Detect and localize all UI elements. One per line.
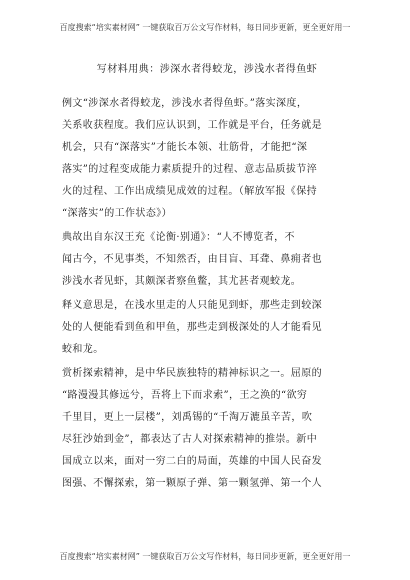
text-line: 典故出自东汉王充《论衡·别通》：“人不博览者，不 bbox=[62, 232, 295, 243]
paragraph-appreciation bbox=[62, 363, 352, 495]
text-line: “路漫漫其修远兮，吾将上下而求索”，王之涣的“欲穷 bbox=[62, 390, 308, 401]
paragraph-example bbox=[62, 93, 352, 225]
text-line: 国成立以来，面对一穷二白的局面，英雄的中国人民奋发 bbox=[62, 456, 322, 467]
text-line: 落实”的过程变成能力素质提升的过程、意志品质拔节淬 bbox=[62, 164, 318, 175]
text-line: 图强、不懈探索，第一颗原子弹、第一颗氢弹、第一个人 bbox=[62, 478, 322, 489]
text-line: 处的人便能看到鱼和甲鱼，那些走到极深处的人才能看见 bbox=[62, 322, 322, 333]
paragraph-source bbox=[62, 227, 352, 293]
text-line: 涉浅水者见虾，其颇深者察鱼鳖，其尤甚者观蛟龙。 bbox=[62, 276, 302, 287]
page-footer: 百度搜索“培实素材网” 一键获取百万公文写作材料，每日同步更新，更全更好用一 bbox=[59, 552, 351, 561]
document-title: 写材料用典：涉深水者得蛟龙，涉浅水者得鱼虾 bbox=[96, 64, 318, 75]
text-line: 蛟和龙。 bbox=[62, 344, 104, 355]
text-line: 机会，只有“深落实”才能长本领、壮筋骨，才能把“深 bbox=[62, 142, 308, 153]
text-line: 关系收获程度。我们应认识到，工作就是平台，任务就是 bbox=[62, 120, 322, 131]
text-line: 尽狂沙始到金”，都表达了古人对探索精神的推崇。新中 bbox=[62, 434, 318, 445]
text-line: 赏析探索精神，是中华民族独特的精神标识之一。屈原的 bbox=[62, 368, 322, 379]
text-line: 例文“涉深水者得蛟龙，涉浅水者得鱼虾。”落实深度， bbox=[62, 98, 308, 109]
text-line: 闻古今，不见事类，不知然否，由目盲、耳聋、鼻痈者也 bbox=[62, 254, 322, 265]
text-line: “深落实”的工作状态》） bbox=[62, 208, 173, 219]
document-body bbox=[62, 60, 352, 497]
text-line: 火的过程、工作出成绩见成效的过程。（解放军报《保持 bbox=[62, 186, 317, 197]
paragraph-meaning bbox=[62, 295, 352, 361]
page-header: 百度搜索“培实素材网” 一键获取百万公文写作材料，每日同步更新，更全更好用一 bbox=[59, 23, 351, 32]
text-line: 千里目，更上一层楼”，刘禹锡的“千淘万漉虽辛苦，吹 bbox=[62, 412, 313, 423]
text-line: 释义意思是，在浅水里走的人只能见到虾，那些走到较深 bbox=[62, 300, 322, 311]
